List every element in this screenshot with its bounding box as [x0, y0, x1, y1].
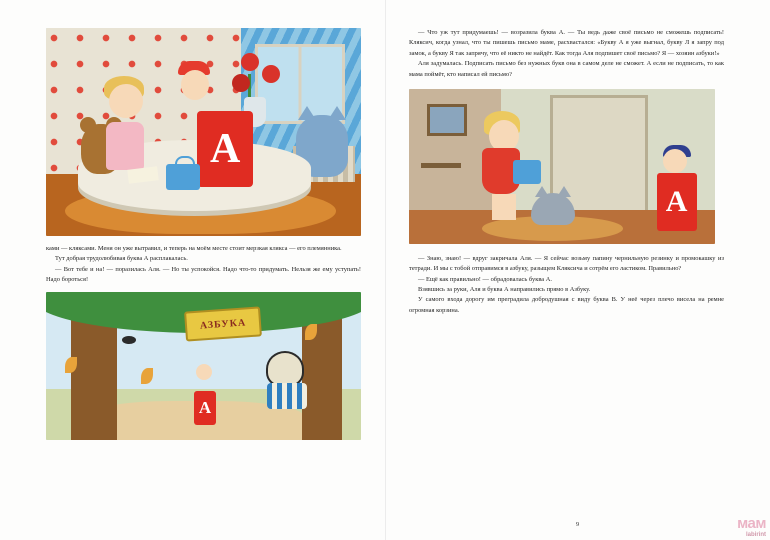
paragraph: Тут добрая трудолюбивая буква А расплакалась.	[55, 255, 188, 263]
illustration-room-scene	[46, 28, 361, 236]
watermark-text: мам	[737, 515, 766, 532]
girl-head	[109, 84, 143, 118]
paragraph: У самого входа дорогу им преградила добродушная с виду буква В. У неё через плечо висела на ремне огромная корзина.	[409, 296, 724, 314]
illustration-doorway-scene	[409, 89, 715, 244]
boy-head	[181, 70, 209, 100]
right-page	[385, 0, 770, 540]
klyaksich-head	[266, 351, 304, 387]
red-flower	[232, 74, 250, 92]
wall-picture	[427, 104, 467, 136]
illustration-forest-path	[46, 292, 361, 440]
letter-a-character: А	[197, 111, 253, 187]
watermark-subtext: labirint	[745, 532, 766, 538]
page-number: 9	[575, 521, 580, 528]
paragraph: Взявшись за руки, Аля и буква А направились прямо в Азбуку.	[418, 286, 591, 293]
letter-a-character: А	[657, 173, 697, 231]
paragraph: — Знаю, знаю! — вдруг закричала Аля. — Я сейчас возьму папину чернильную резинку и промокашку из тетради. И мы с тобой отправимся в азбуку, разыщем Кляксича и сотрём его ластиком. Правильно?	[409, 254, 724, 273]
wall-shelf	[421, 163, 461, 168]
girl-legs	[492, 194, 516, 220]
klyaksich-body	[267, 383, 307, 409]
letter-a-head	[663, 149, 687, 173]
azbuka-signboard: АЗБУКА	[184, 307, 262, 342]
letter-a-character: А	[194, 391, 216, 425]
right-page-text-bottom	[409, 254, 724, 316]
blue-school-bag	[513, 160, 541, 184]
watermark	[737, 515, 766, 538]
paragraph: — Что уж тут придумаешь! — возразила буква А. — Ты ведь даже своё письмо не сможешь подписать! Кляксич, когда узнал, что ты пишешь письмо маме, расхвастался: «Букву А я уже выгнал, букву Л я запру под замок, а букву Я так запрячу, что её никто не найдёт. Как тогда Аля подпишет своё письмо? Я — хозяин азбуки!»	[409, 29, 724, 57]
bird	[122, 336, 136, 344]
girl-head	[196, 364, 212, 380]
paragraph: — Ещё как правильно! — обрадовалась буква А.	[418, 275, 553, 283]
paragraph: Аля задумалась. Подписать письмо без нужных букв она в самом деле не сможет. А если не подписать, то как мама поймёт, кто написал ей письмо?	[409, 60, 724, 78]
right-page-text-top	[409, 28, 724, 80]
left-page-text	[46, 244, 361, 286]
paragraph: ками — кляксами. Меня он уже вытравил, и теперь на моём месте стоит мерзкая клякса — его племянника.	[46, 245, 342, 252]
blue-school-bag	[166, 164, 200, 190]
paragraph: — Вот тебе и на! — поразилась Аля. — Но ты успокойся. Надо что-то придумать. Нельзя же ему уступать! Надо бороться!	[46, 265, 361, 284]
girl-body	[106, 122, 144, 170]
